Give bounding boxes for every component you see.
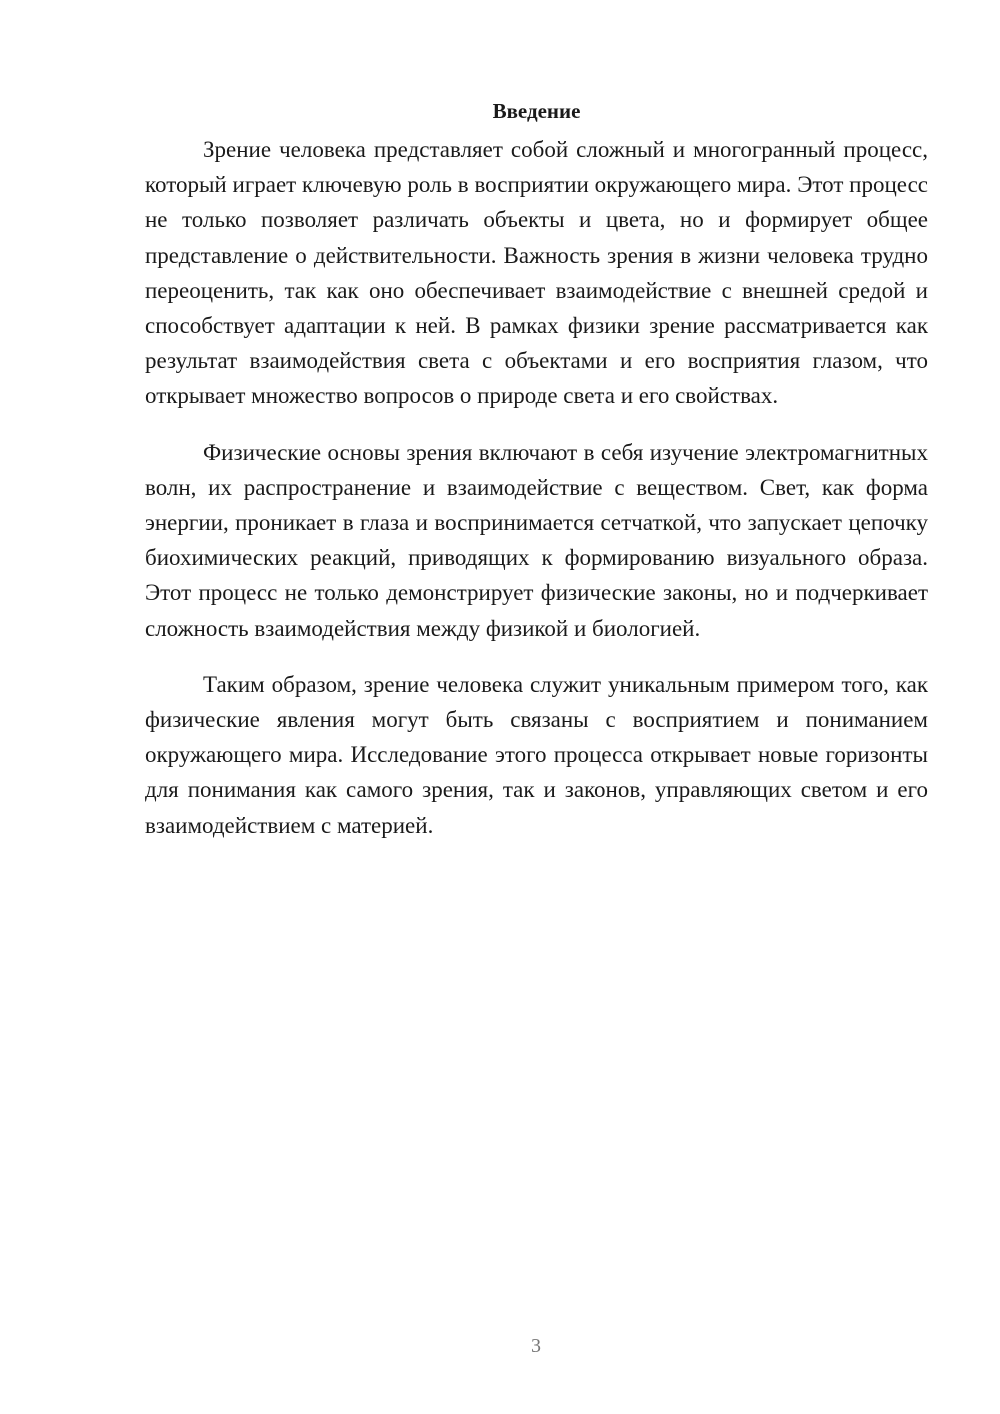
paragraph-3: Таким образом, зрение человека служит уникальным примером того, как физические явления могут быть связаны с восприятием и пониманием окружающего мира. Исследование этого процесса открывает новые горизонты для понимания как самого зрения, так и законов, управляющих светом и его взаимодействием с материей. bbox=[145, 671, 928, 838]
paragraph-1: Зрение человека представляет собой сложный и многогранный процесс, который играет ключевую роль в восприятии окружающего мира. Этот процесс не только позволяет различать объекты и цвета, но и формирует общее представление о действительности. Важность зрения в жизни человека трудно переоценить, так как оно обеспечивает взаимодействие с внешней средой и способствует адаптации к ней. В рамках физики зрение рассматривается как результат взаимодействия света с объектами и его восприятия глазом, что открывает множество вопросов о природе света и его свойствах. bbox=[145, 137, 928, 409]
page-content bbox=[145, 96, 928, 843]
paragraph-2: Физические основы зрения включают в себя изучение электромагнитных волн, их распространение и взаимодействие с веществом. Свет, как форма энергии, проникает в глаза и воспринимается сетчаткой, что запускает цепочку биохимических реакций, приводящих к формированию визуального образа. Этот процесс не только демонстрирует физические законы, но и подчеркивает сложность взаимодействия между физикой и биологией. bbox=[145, 439, 928, 641]
page-number: 3 bbox=[531, 1335, 541, 1357]
section-heading: Введение bbox=[492, 99, 581, 123]
